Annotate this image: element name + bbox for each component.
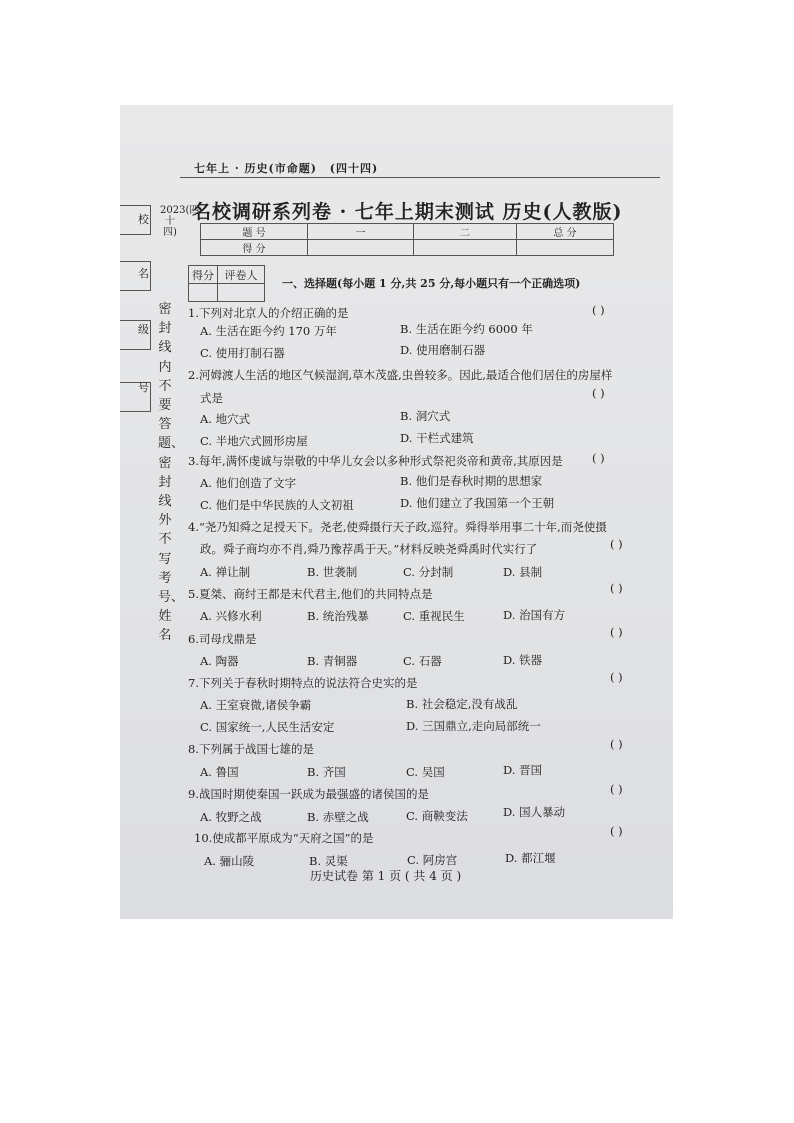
question-8: 8.下列属于战国七雄的是 — [188, 742, 314, 756]
option[interactable]: B. 统治残暴 — [307, 609, 369, 623]
answer-blank[interactable]: ( ) — [610, 537, 623, 551]
question-4-cont: 政。舜子商均亦不肖,舜乃豫荐禹于天。”材料反映尧舜禹时代实行了 — [200, 542, 538, 556]
answer-blank[interactable]: ( ) — [592, 386, 605, 400]
option[interactable]: A. 骊山陵 — [204, 854, 255, 868]
option[interactable]: C. 吴国 — [406, 765, 445, 779]
total-score-cell[interactable] — [517, 240, 614, 256]
option[interactable]: D. 干栏式建筑 — [400, 431, 474, 445]
question-5: 5.夏桀、商纣王都是末代君主,他们的共同特点是 — [188, 587, 433, 601]
option[interactable]: B. 赤壁之战 — [307, 810, 369, 824]
name-label: 名 — [138, 267, 149, 280]
score-cell[interactable] — [308, 240, 414, 256]
page-footer: 历史试卷 第 1 页 ( 共 4 页 ) — [310, 869, 462, 883]
option[interactable]: C. 商鞅变法 — [406, 809, 468, 823]
answer-blank[interactable]: ( ) — [610, 824, 623, 838]
section-heading: 一、选择题(每小题 1 分,共 25 分,每小题只有一个正确选项) — [282, 277, 581, 290]
option[interactable]: D. 三国鼎立,走向局部统一 — [406, 719, 541, 733]
table-cell: 题 号 — [201, 224, 308, 240]
option[interactable]: A. 兴修水利 — [200, 609, 262, 623]
option[interactable]: C. 重视民生 — [403, 609, 465, 623]
seal-notice: 密封线内不要答题、密封线外不写考号、姓名 — [158, 302, 185, 644]
option[interactable]: B. 生活在距今约 6000 年 — [400, 322, 533, 336]
header-rule — [180, 177, 660, 178]
option[interactable]: B. 灵渠 — [309, 854, 348, 868]
option[interactable]: A. 地穴式 — [200, 412, 251, 426]
option[interactable]: D. 使用磨制石器 — [400, 343, 486, 357]
binding-year-number: 2023(四十四) — [160, 205, 200, 238]
option[interactable]: A. 禅让制 — [200, 565, 251, 579]
question-3: 3.每年,满怀虔诚与崇敬的中华儿女会以多种形式祭祀炎帝和黄帝,其原因是 — [188, 454, 563, 468]
option[interactable]: A. 生活在距今约 170 万年 — [200, 324, 337, 338]
option[interactable]: A. 鲁国 — [200, 765, 239, 779]
question-1: 1.下列对北京人的介绍正确的是 — [188, 306, 349, 320]
answer-blank[interactable]: ( ) — [610, 670, 623, 684]
option[interactable]: B. 他们是春秋时期的思想家 — [400, 474, 543, 488]
series-text: 七年上 · 历史(市命题) — [194, 162, 317, 175]
question-6: 6.司母戊鼎是 — [188, 632, 257, 646]
exam-sheet — [120, 105, 673, 919]
option[interactable]: C. 国家统一,人民生活安定 — [200, 720, 335, 734]
score-cell[interactable] — [414, 240, 517, 256]
grader-name-label: 评卷人 — [218, 266, 265, 284]
question-4: 4.“尧乃知舜之足授天下。尧老,使舜摄行天子政,巡狩。舜得举用事二十年,而尧使摄 — [188, 520, 607, 534]
option[interactable]: D. 县制 — [503, 565, 543, 579]
option[interactable]: A. 牧野之战 — [200, 810, 262, 824]
option[interactable]: B. 洞穴式 — [400, 409, 451, 423]
answer-blank[interactable]: ( ) — [592, 451, 605, 465]
grader-score-label: 得分 — [189, 266, 218, 284]
answer-blank[interactable]: ( ) — [610, 581, 623, 595]
option[interactable]: A. 他们创造了文字 — [200, 476, 297, 490]
option[interactable]: D. 他们建立了我国第一个王朝 — [400, 496, 555, 510]
answer-blank[interactable]: ( ) — [610, 782, 623, 796]
option[interactable]: B. 社会稳定,没有战乱 — [406, 697, 518, 711]
page-title: 名校调研系列卷 · 七年上期末测试 历史(人教版) — [192, 201, 623, 223]
option[interactable]: D. 治国有方 — [503, 608, 566, 622]
option[interactable]: D. 都江堰 — [505, 851, 556, 865]
answer-blank[interactable]: ( ) — [610, 625, 623, 639]
question-7: 7.下列关于春秋时期特点的说法符合史实的是 — [188, 676, 418, 690]
grader-score-cell[interactable] — [189, 284, 218, 302]
table-cell: 总 分 — [517, 224, 614, 240]
number-label: 号 — [138, 381, 149, 394]
paper-number: (四十四) — [329, 162, 379, 175]
table-cell: 一 — [308, 224, 414, 240]
option[interactable]: C. 石器 — [403, 654, 442, 668]
grader-table — [188, 265, 265, 302]
option[interactable]: B. 齐国 — [307, 765, 346, 779]
option[interactable]: C. 使用打制石器 — [200, 346, 285, 360]
question-10: 10.使成都平原成为“天府之国”的是 — [194, 831, 374, 845]
option[interactable]: A. 王室衰微,诸侯争霸 — [200, 698, 312, 712]
option[interactable]: A. 陶器 — [200, 654, 239, 668]
score-table-row — [201, 240, 614, 256]
option[interactable]: D. 国人暴动 — [503, 805, 566, 819]
score-table-header — [201, 224, 614, 240]
question-2-cont: 式是 — [200, 391, 223, 405]
table-cell: 得 分 — [201, 240, 308, 256]
paper-series — [194, 160, 378, 176]
option[interactable]: C. 他们是中华民族的人文初祖 — [200, 498, 354, 512]
option[interactable]: C. 阿房宫 — [407, 853, 458, 867]
option[interactable]: C. 半地穴式圆形房屋 — [200, 434, 308, 448]
option[interactable]: B. 青铜器 — [307, 654, 358, 668]
question-9: 9.战国时期使秦国一跃成为最强盛的诸侯国的是 — [188, 787, 429, 801]
answer-blank[interactable]: ( ) — [610, 737, 623, 751]
score-table — [200, 223, 614, 256]
answer-blank[interactable]: ( ) — [592, 303, 605, 317]
question-2: 2.河姆渡人生活的地区气候湿润,草木茂盛,虫兽较多。因此,最适合他们居住的房屋样 — [188, 368, 613, 382]
option[interactable]: B. 世袭制 — [307, 565, 358, 579]
option[interactable]: D. 晋国 — [503, 763, 543, 777]
class-label: 级 — [138, 323, 149, 336]
option[interactable]: D. 铁器 — [503, 653, 543, 667]
table-cell: 二 — [414, 224, 517, 240]
grader-name-cell[interactable] — [218, 284, 265, 302]
school-label: 校 — [138, 213, 149, 226]
option[interactable]: C. 分封制 — [403, 565, 454, 579]
